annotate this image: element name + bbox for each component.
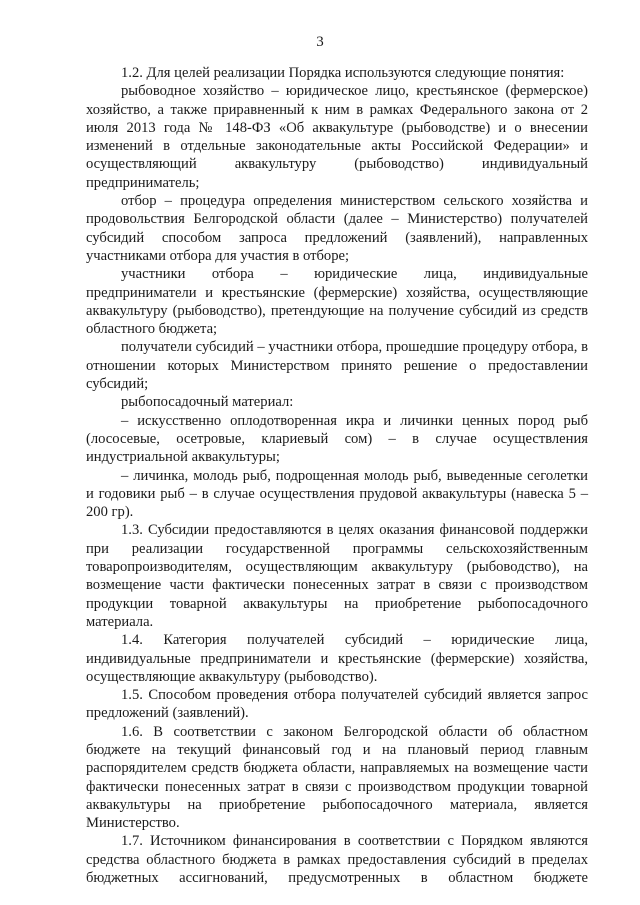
paragraph-fish-farm-definition: рыбоводное хозяйство – юридическое лицо, крестьянское (фермерское) хозяйство, а также приравненный к ним в рамках Федерального закона от 2 июля 2013 года № 148-ФЗ «Об аквакультуре (рыбоводстве) и о внесении изменений в отдельные законодательные акты Российской Федерации» и осуществляющий аквакультуру (рыбоводство) индивидуальный предприниматель;: [86, 83, 588, 191]
paragraph-stocking-material-heading: рыбопосадочный материал:: [121, 394, 294, 411]
paragraph-1-2-intro: 1.2. Для целей реализации Порядка используются следующие понятия:: [121, 65, 565, 81]
paragraph-1-4: 1.4. Категория получателей субсидий – юридические лица, индивидуальные предприниматели и крестьянские (фермерские) хозяйства, осуществляющие аквакультуру (рыбоводство).: [86, 632, 588, 685]
page-number: 3: [316, 34, 324, 50]
paragraph-stocking-material-item-1: – искусственно оплодотворенная икра и личинки ценных пород рыб (лососевые, осетровые, клариевый сом) – в случае осуществления индустриальной аквакультуры;: [86, 412, 588, 466]
paragraph-1-5: 1.5. Способом проведения отбора получателей субсидий является запрос предложений (заявлений).: [86, 687, 588, 722]
paragraph-recipients-definition: получатели субсидий – участники отбора, прошедшие процедуру отбора, в отношении которых Министерством принято решение о предоставлении субсидий;: [86, 339, 588, 393]
document-body: [86, 64, 588, 887]
paragraph-1-7: 1.7. Источником финансирования в соответствии с Порядком являются средства областного бюджета в рамках предоставления субсидий в пределах бюджетных ассигнований, предусмотренных в областном бюджете: [86, 833, 588, 887]
paragraph-1-3: 1.3. Субсидии предоставляются в целях оказания финансовой поддержки при реализации государственной программы сельскохозяйственным товаропроизводителям, осуществляющим аквакультуру (рыбоводство), на возмещение части фактически понесенных затрат в связи с производством продукции товарной аквакультуры на приобретение рыбопосадочного материала.: [86, 522, 588, 630]
paragraph-participants-definition: участники отбора – юридические лица, индивидуальные предприниматели и крестьянские (фермерские) хозяйства, осуществляющие аквакультуру (рыбоводство), претендующие на получение субсидий из средств областного бюджета;: [86, 266, 588, 338]
paragraph-stocking-material-item-2: – личинка, молодь рыб, подрощенная молодь рыб, выведенные сеголетки и годовики рыб – в случае осуществления прудовой аквакультуры (навеска 5 – 200 гр).: [86, 467, 588, 521]
paragraph-selection-definition: отбор – процедура определения министерством сельского хозяйства и продовольствия Белгородской области (далее – Министерство) получателей субсидий способом запроса предложений (заявлений), направленных участниками отбора для участия в отборе;: [86, 193, 588, 264]
paragraph-1-6: 1.6. В соответствии с законом Белгородской области об областном бюджете на текущий финансовый год и на плановый период главным распорядителем средств бюджета области, направляемых на возмещение части фактически понесенных затрат в связи с производством продукции товарной аквакультуры на приобретение рыбопосадочного материала, является Министерство.: [86, 723, 588, 832]
